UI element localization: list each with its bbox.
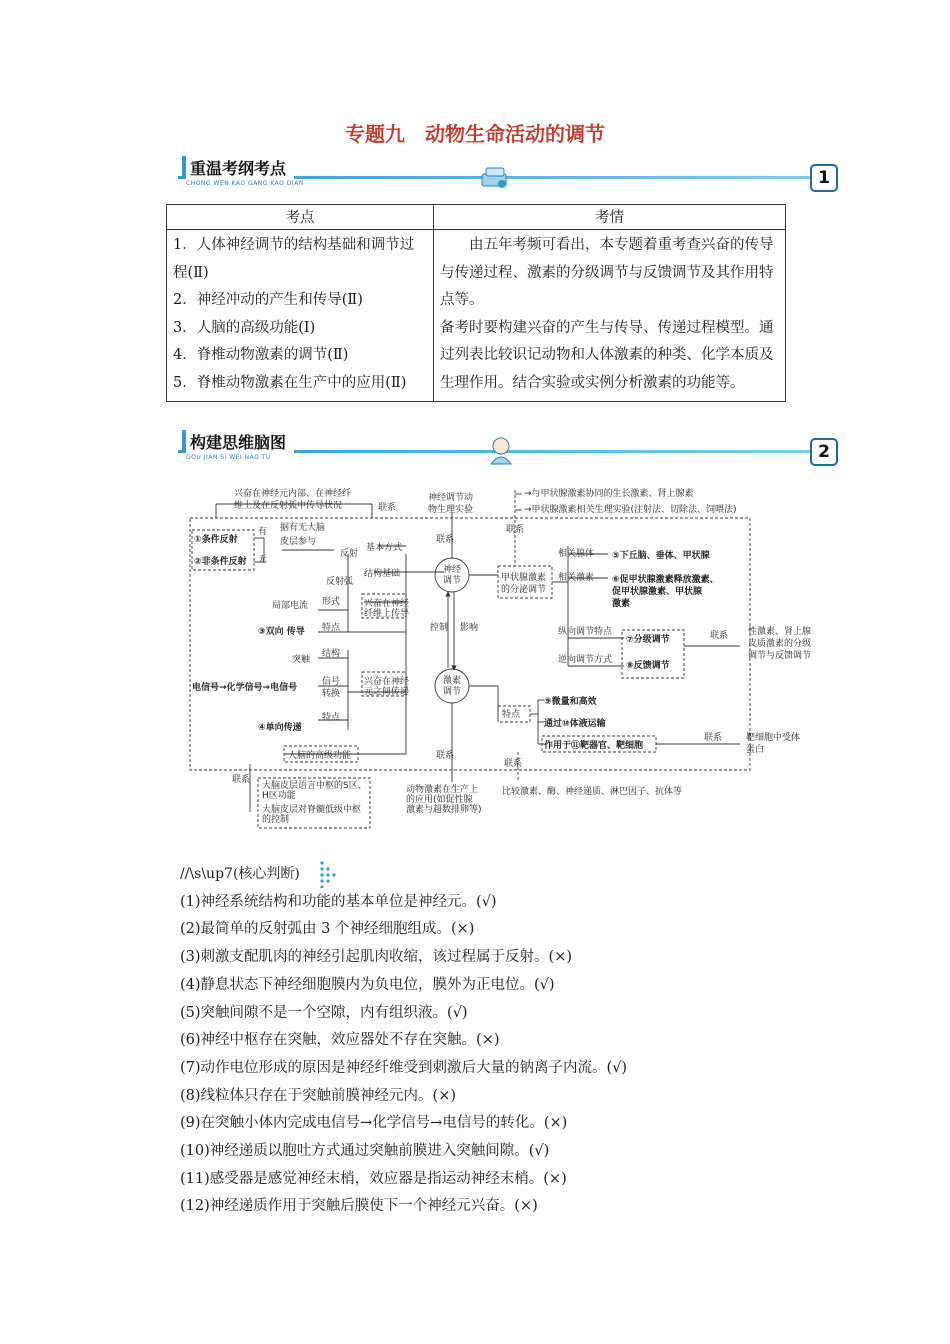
- node-text: 神经: [443, 565, 462, 575]
- answer-text: ⑤下丘脑、垂体、甲状腺: [612, 551, 710, 561]
- section-number-badge: 1: [810, 164, 838, 192]
- note-text: 神经调节动: [428, 493, 474, 503]
- node-label: 反射弧: [326, 577, 354, 587]
- note-text: 皮层参与: [280, 537, 317, 547]
- judgment-item: (5)突触间隙不是一个空隙，内有组织液。(√): [180, 1004, 468, 1021]
- link-label: 控制: [430, 623, 449, 633]
- node-label: 特点: [322, 623, 341, 633]
- node-text: 调节: [443, 576, 462, 586]
- judgment-item: (4)静息状态下神经细胞膜内为负电位，膜外为正电位。(√): [180, 976, 555, 993]
- answer-text: ⑦分级调节: [626, 635, 670, 645]
- box-text: 兴奋在神经: [364, 677, 410, 687]
- page-title: 专题九 动物生命活动的调节: [345, 122, 605, 146]
- note-text: 物生理实验: [428, 505, 474, 515]
- answer-text: ⑨微量和高效: [544, 697, 597, 707]
- box-text: 元之间传递: [364, 687, 410, 697]
- answer-text: ③双向 传导: [258, 627, 305, 637]
- node-label: 相关激素: [558, 573, 595, 583]
- judgment-item: (1)神经系统结构和功能的基本单位是神经元。(√): [180, 893, 497, 910]
- judgment-item: (2)最简单的反射弧由 3 个神经细胞组成。(×): [180, 921, 475, 938]
- note-text: 激素与超数排卵等): [406, 805, 482, 815]
- books-icon: [478, 160, 512, 194]
- branch-label: 无: [258, 555, 268, 565]
- box-text: 兴奋在神经: [364, 599, 410, 609]
- banner-label: 构建思维脑图: [182, 430, 294, 453]
- judgment-heading-text: //\s\up7(核心判断): [180, 866, 300, 882]
- link-label: 联系: [436, 535, 455, 545]
- note-text: 动物激素在生产上: [406, 785, 479, 795]
- judgment-item: (11)感受器是感觉神经末梢，效应器是指运动神经末梢。(×): [180, 1170, 567, 1187]
- box-text: 大脑皮层对脊髓低级中枢: [262, 805, 362, 815]
- hormone-regulation-node: [435, 669, 469, 703]
- node-text: 激素: [443, 676, 462, 686]
- note-text: 据有无大脑: [280, 523, 326, 533]
- list-item: 2．神经冲动的产生和传导(Ⅱ): [173, 292, 363, 308]
- link-label: 联系: [504, 759, 523, 769]
- node-text: 调节: [443, 687, 462, 697]
- node-label: 逆向调节方式: [558, 655, 613, 665]
- banner-pinyin: CHONG WEN KAO GANG KAO DIAN: [186, 180, 304, 187]
- note-text: 的应用(如促性腺: [406, 795, 473, 805]
- judgment-item: (10)神经递质以胞吐方式通过突触前膜进入突触间隙。(√): [180, 1143, 550, 1160]
- node-label: 结构基础: [364, 569, 401, 579]
- link-label: 联系: [232, 775, 251, 785]
- core-judgment-section: [180, 860, 627, 1221]
- node-label: 局部电流: [272, 601, 309, 611]
- note-text: →与甲状腺激素协同的生长激素、肾上腺素: [524, 489, 694, 499]
- answer-text: 促甲状腺激素、甲状腺: [612, 587, 703, 597]
- link-label: 联系: [506, 525, 525, 535]
- box-text: 特点: [502, 710, 521, 720]
- box-text: H区功能: [262, 791, 296, 801]
- judgment-heading: [180, 860, 627, 889]
- note-text: 性激素、肾上腺: [748, 627, 812, 637]
- banner-label: 重温考纲考点: [182, 156, 294, 179]
- list-item: 1．人体神经调节的结构基础和调节过程(Ⅱ): [173, 237, 415, 281]
- node-label: 突触: [292, 655, 311, 665]
- judgment-item: (3)刺激支配肌肉的神经引起肌肉收缩，该过程属于反射。(×): [180, 949, 573, 966]
- answer-text: 电信号→化学信号→电信号: [192, 683, 298, 693]
- node-label: 结构: [322, 649, 341, 659]
- note-text: 调节与反馈调节: [748, 651, 812, 661]
- judgment-item: (7)动作电位形成的原因是神经纤维受到刺激后大量的钠离子内流。(√): [180, 1059, 628, 1076]
- note-text: 靶细胞中受体: [746, 733, 801, 743]
- judgment-item: (8)线粒体只存在于突触前膜神经元内。(×): [180, 1087, 457, 1104]
- section-banner-exam-points: [178, 154, 838, 202]
- box-text: 人脑的高级功能: [288, 751, 352, 761]
- link-label: 联系: [704, 733, 723, 743]
- box-text: 大脑皮层语言中枢的S区、: [262, 781, 367, 791]
- node-label: 特点: [322, 713, 341, 723]
- box-text: 纤维上传导: [364, 609, 410, 619]
- note-text: 兴奋在神经元内部、在神经纤: [234, 489, 352, 499]
- exam-points-cell: [167, 230, 434, 402]
- branch-label: 有: [258, 527, 268, 537]
- link-label: 联系: [710, 631, 729, 641]
- table-header-analysis: 考情: [434, 205, 786, 230]
- box-text: 甲状腺激素: [501, 573, 547, 583]
- answer-text: 通过⑩体液运输: [544, 719, 606, 729]
- mind-map-diagram: [188, 482, 828, 834]
- node-label: 形式: [322, 597, 341, 607]
- note-text: 蛋白: [746, 745, 765, 755]
- answer-text: 激素: [612, 599, 631, 609]
- chevron-down-icon: [318, 860, 338, 888]
- judgment-item: (9)在突触小体内完成电信号→化学信号→电信号的转化。(×): [180, 1115, 568, 1132]
- list-item: 5．脊椎动物激素在生产中的应用(Ⅱ): [173, 374, 407, 391]
- list-item: 3．人脑的高级功能(Ⅰ): [173, 319, 316, 336]
- answer-text: ①条件反射: [194, 535, 238, 545]
- exam-points-table: [166, 204, 786, 402]
- answer-text: 作用于⑪靶器官、靶细胞: [544, 741, 644, 751]
- answer-text: ⑧反馈调节: [626, 661, 670, 671]
- section-banner-mind-map: [178, 428, 838, 476]
- judgment-item: (12)神经递质作用于突触后膜使下一个神经元兴奋。(×): [180, 1198, 538, 1215]
- node-label: 反射: [340, 549, 359, 559]
- node-label: 信号: [322, 677, 341, 687]
- list-item: 4．脊椎动物激素的调节(Ⅱ): [173, 347, 349, 363]
- box-text: 的分泌调节: [501, 585, 547, 595]
- student-icon: [484, 434, 518, 468]
- node-label: 转换: [322, 689, 341, 699]
- table-header-points: 考点: [167, 205, 434, 230]
- analysis-paragraph: 备考时要构建兴奋的产生与传导、传递过程模型。通过列表比较识记动物和人体激素的种类、化学本质及生理作用。结合实验或实例分析激素的功能等。: [440, 319, 774, 391]
- box-text: 的控制: [262, 815, 290, 825]
- note-text: 维上及在反射弧中传导状况: [234, 501, 343, 511]
- neural-regulation-node: [435, 558, 469, 592]
- exam-analysis-cell: [434, 230, 786, 402]
- answer-text: ⑥促甲状腺激素释放激素、: [612, 575, 719, 585]
- note-text: 比较激素、酶、神经递质、淋巴因子、抗体等: [502, 787, 683, 797]
- link-label: 影响: [460, 623, 479, 633]
- note-text: 皮质激素的分级: [748, 639, 812, 649]
- link-label: 联系: [378, 503, 397, 513]
- answer-text: ④单向传递: [258, 723, 302, 733]
- node-label: 基本方式: [366, 543, 403, 553]
- note-text: →甲状腺激素相关生理实验(注射法、切除法、饲喂法): [524, 505, 737, 515]
- judgment-item: (6)神经中枢存在突触，效应器处不存在突触。(×): [180, 1032, 500, 1049]
- answer-text: ②非条件反射: [194, 557, 247, 567]
- node-label: 相关腺体: [558, 549, 595, 559]
- node-label: 纵向调节特点: [558, 627, 613, 637]
- banner-pinyin: GOU JIAN SI WEI NAO TU: [186, 454, 271, 461]
- link-label: 联系: [436, 751, 455, 761]
- analysis-paragraph: 由五年考频可看出，本专题着重考查兴奋的传导与传递过程、激素的分级调节与反馈调节及其作用特点等。: [440, 237, 774, 308]
- section-number-badge: 2: [810, 438, 838, 466]
